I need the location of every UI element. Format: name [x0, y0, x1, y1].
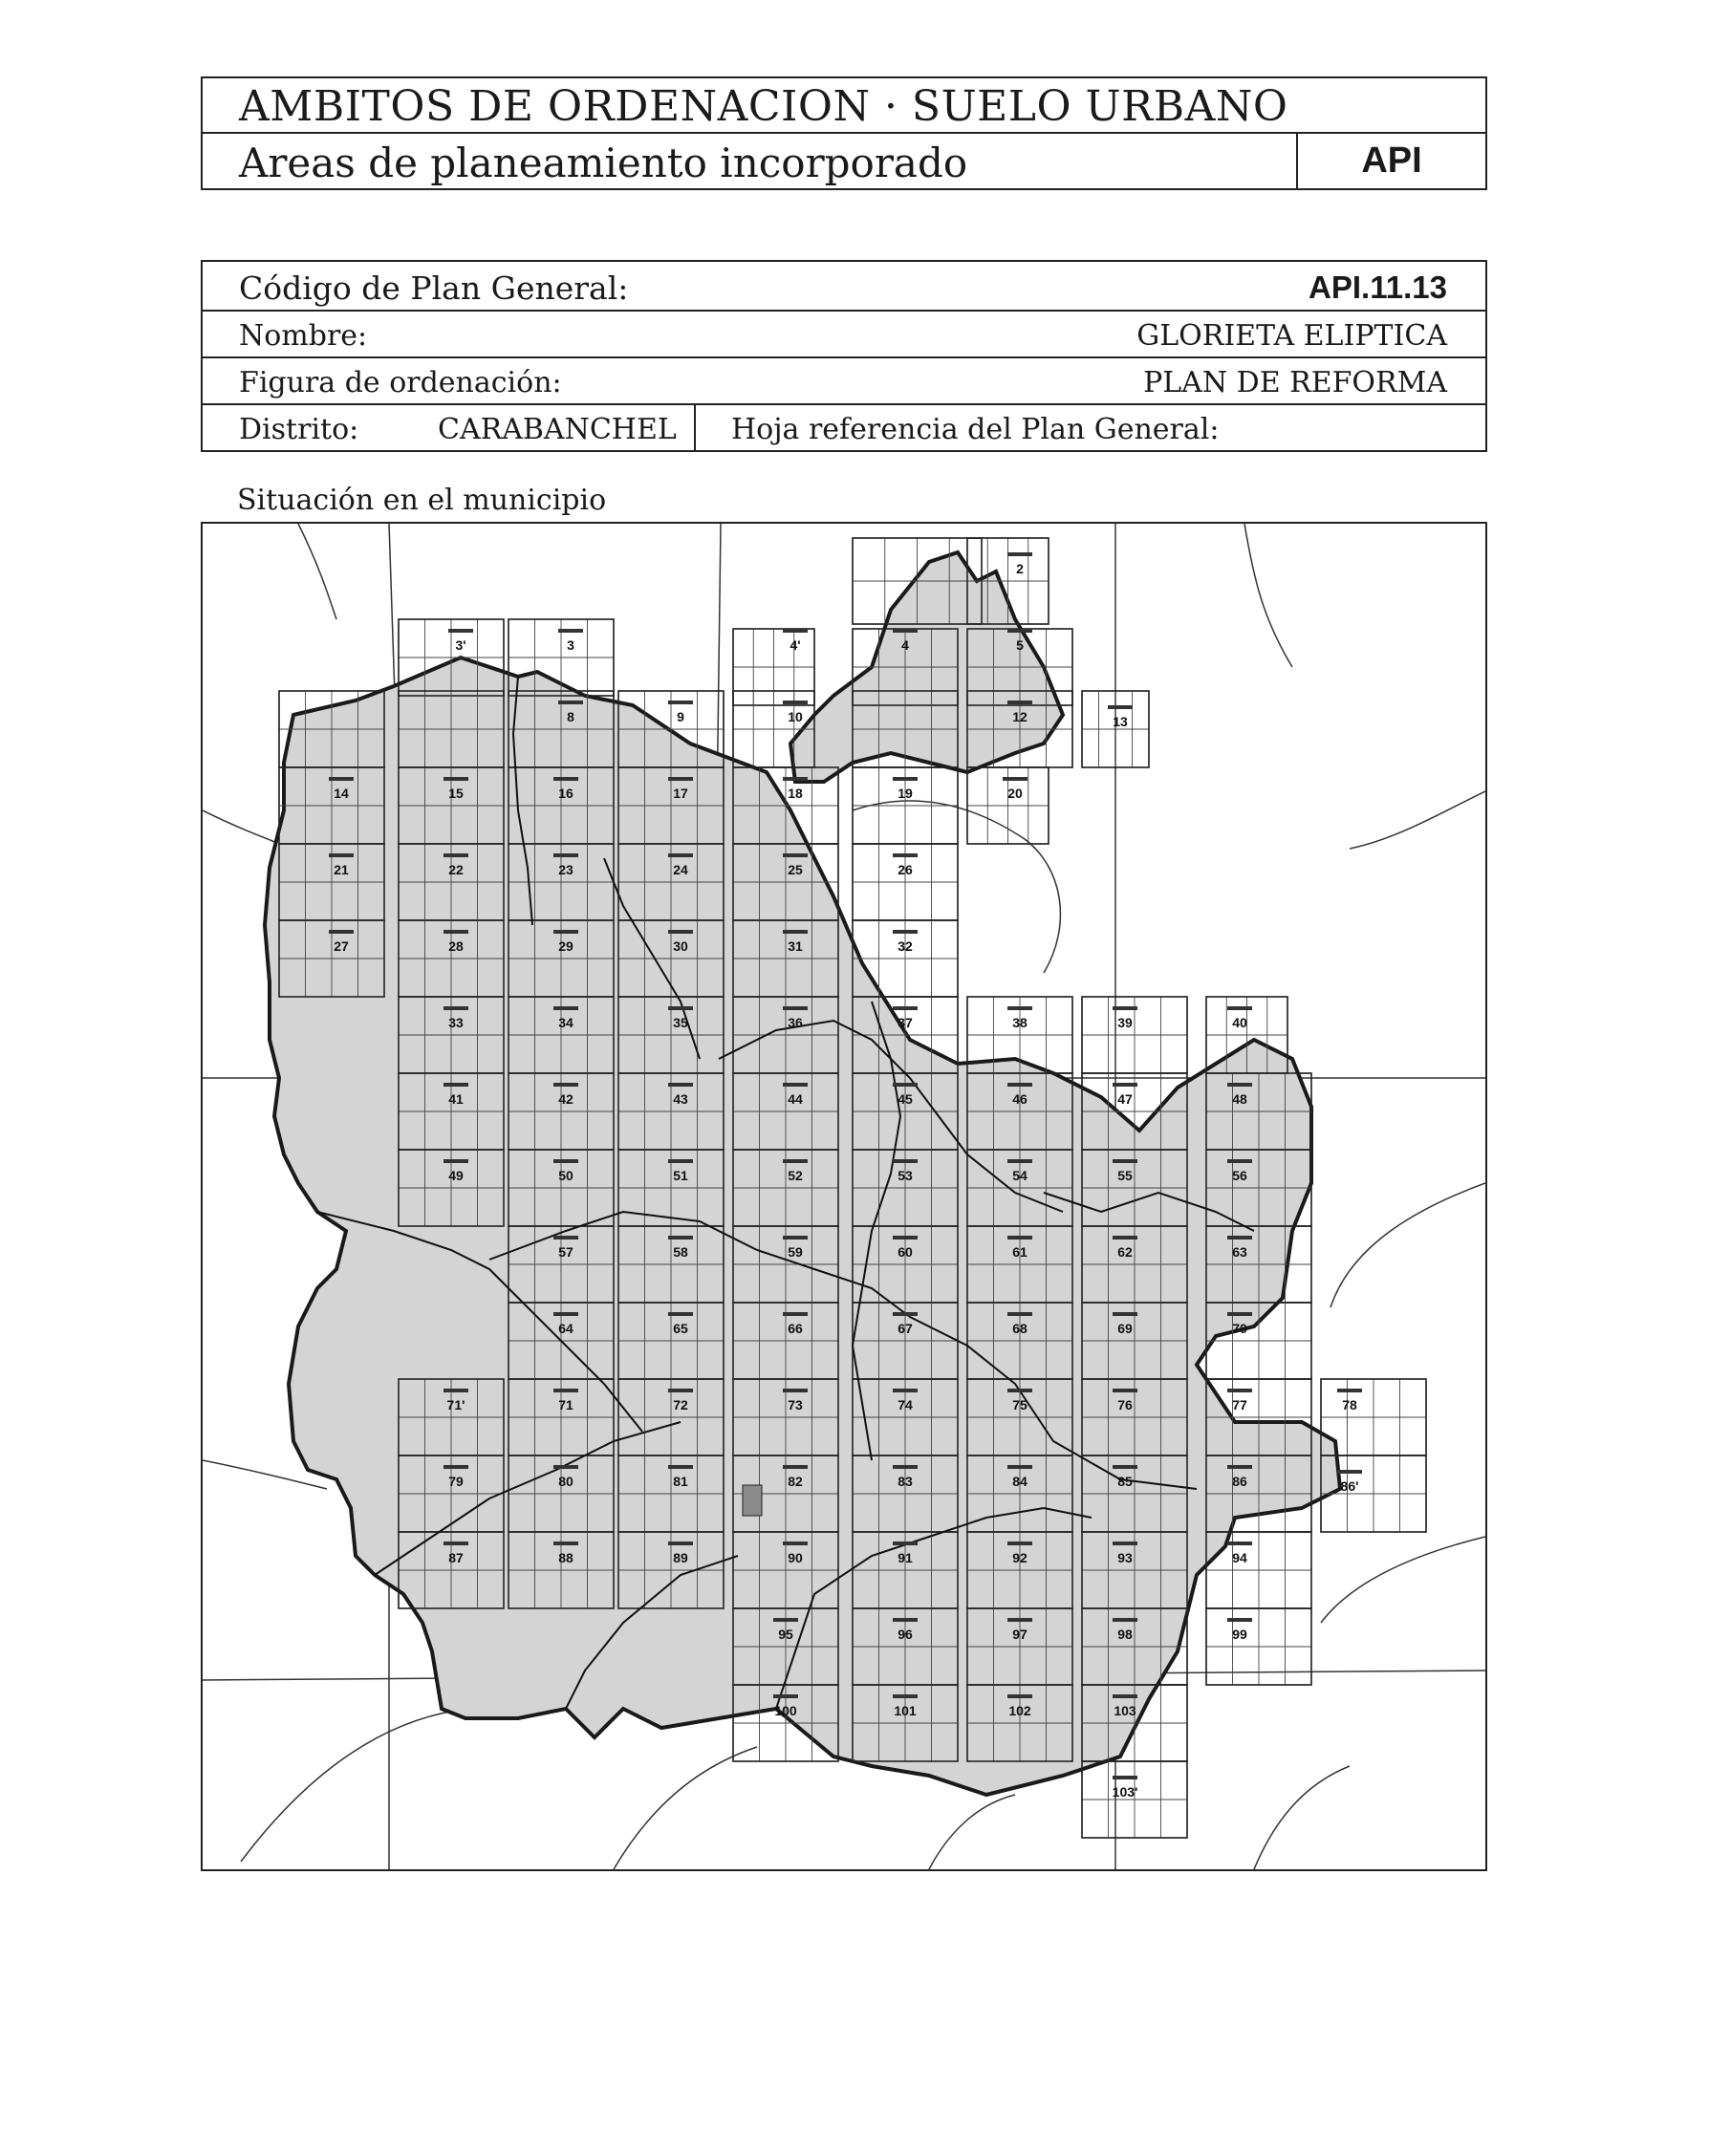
sheet-number-label: 68 [1012, 1321, 1028, 1336]
sheet-number-label: 94 [1232, 1550, 1247, 1565]
road-line [1254, 1766, 1350, 1869]
sheet-code-mark [893, 853, 918, 857]
sheet-code-mark [443, 1083, 468, 1087]
sheet-code-mark [443, 1159, 468, 1163]
sheet-number-label: 13 [1113, 714, 1128, 729]
header-code: API [1296, 134, 1485, 188]
sheet-code-mark [893, 1083, 918, 1087]
sheet-code-mark [893, 1465, 918, 1469]
sheet-code-mark [443, 930, 468, 934]
sheet-number-label: 103 [1114, 1703, 1136, 1718]
header-title: AMBITOS DE ORDENACION · SUELO URBANO [239, 82, 1288, 131]
sheet-number-label: 34 [558, 1015, 573, 1030]
sheet-number-label: 4 [901, 637, 909, 653]
sheet-code-mark [1007, 1236, 1032, 1240]
sheet-code-mark [1007, 1159, 1032, 1163]
sheet-code-mark [1227, 1236, 1252, 1240]
sheet-code-mark [783, 1006, 808, 1010]
sheet-code-mark [1227, 1389, 1252, 1392]
sheet-code-mark [553, 853, 578, 857]
sheet-number-label: 3 [567, 637, 574, 653]
sheet-code-mark [558, 701, 583, 704]
sheet-number-label: 5 [1016, 637, 1024, 653]
sheet-number-label: 71 [558, 1397, 573, 1412]
sheet-number-label: 26 [898, 862, 913, 877]
sheet-code-mark [553, 1465, 578, 1469]
sheet-code-mark [668, 1542, 693, 1545]
sheet-code-mark [558, 629, 583, 633]
sheet-number-label: 95 [778, 1627, 793, 1642]
sheet-code-mark [1007, 701, 1032, 704]
sheet-number-label: 32 [898, 938, 913, 954]
sheet-number-label: 33 [448, 1015, 464, 1030]
road-line [929, 1795, 1015, 1869]
sheet-number-label: 58 [673, 1244, 688, 1260]
sheet-code-mark [783, 1083, 808, 1087]
info-table [201, 260, 1487, 452]
sheet-number-label: 47 [1117, 1091, 1133, 1107]
sheet-number-label: 99 [1232, 1627, 1247, 1642]
sheet-number-label: 49 [448, 1168, 464, 1183]
sheet-code-mark [783, 777, 808, 781]
sheet-number-label: 65 [673, 1321, 688, 1336]
sheet-code-mark [1227, 1618, 1252, 1622]
sheet-number-label: 48 [1232, 1091, 1247, 1107]
sheet-code-mark [668, 1159, 693, 1163]
sheet-code-mark [783, 1236, 808, 1240]
header-subtitle-row [203, 134, 1485, 188]
sheet-number-label: 19 [898, 786, 913, 801]
sheet-code-mark [668, 853, 693, 857]
sheet-code-mark [443, 777, 468, 781]
sheet-number-label: 50 [558, 1168, 573, 1183]
sheet-number-label: 3' [455, 637, 466, 653]
sheet-number-label: 77 [1232, 1397, 1247, 1412]
nombre-value: GLORIETA ELIPTICA [1136, 319, 1447, 353]
sheet-number-label: 70 [1232, 1321, 1247, 1336]
sheet-number-label: 51 [673, 1168, 688, 1183]
sheet-code-mark [443, 1542, 468, 1545]
sheet-number-label: 56 [1232, 1168, 1247, 1183]
sheet-code-mark [783, 1542, 808, 1545]
road-line [1321, 1537, 1485, 1623]
sheet-number-label: 40 [1232, 1015, 1247, 1030]
sheet-code-mark [783, 701, 808, 704]
nombre-label: Nombre: [239, 319, 368, 353]
sheet-number-label: 21 [334, 862, 349, 877]
distrito-value: CARABANCHEL [438, 413, 677, 446]
sheet-code-mark [668, 1389, 693, 1392]
sheet-number-label: 45 [898, 1091, 913, 1107]
sheet-code-mark [1007, 1006, 1032, 1010]
sheet-code-mark [329, 777, 354, 781]
map-frame [201, 522, 1487, 1871]
sheet-code-mark [553, 1236, 578, 1240]
sheet-number-label: 60 [898, 1244, 913, 1260]
sheet-number-label: 103' [1112, 1784, 1138, 1800]
sheet-code-mark [553, 1542, 578, 1545]
sheet-code-mark [553, 1312, 578, 1316]
sheet-number-label: 22 [448, 862, 464, 877]
sheet-code-mark [783, 930, 808, 934]
header-subtitle: Areas de planeamiento incorporado [239, 140, 968, 186]
sheet-number-label: 8 [567, 709, 574, 724]
sheet-number-label: 76 [1117, 1397, 1133, 1412]
sheet-number-label: 72 [673, 1397, 688, 1412]
sheet-number-label: 41 [448, 1091, 464, 1107]
sheet-number-label: 87 [448, 1550, 464, 1565]
sheet-code-mark [1007, 629, 1032, 633]
sheet-number-label: 2 [1016, 561, 1024, 576]
sheet-number-label: 17 [673, 786, 688, 801]
sheet-code-mark [1113, 1006, 1137, 1010]
sheet-number-label: 80 [558, 1474, 573, 1489]
sheet-number-label: 20 [1007, 786, 1023, 801]
sheet-number-label: 82 [788, 1474, 803, 1489]
sheet-number-label: 102 [1008, 1703, 1031, 1718]
sheet-code-mark [668, 701, 693, 704]
sheet-number-label: 92 [1012, 1550, 1028, 1565]
road-line [614, 1747, 757, 1869]
sheet-code-mark [893, 1389, 918, 1392]
sheet-code-mark [893, 1618, 918, 1622]
header-box [201, 76, 1487, 190]
sheet-code-mark [893, 629, 918, 633]
sheet-code-mark [1113, 1083, 1137, 1087]
sheet-number-label: 97 [1012, 1627, 1028, 1642]
sheet-number-label: 91 [898, 1550, 913, 1565]
sheet-code-mark [668, 1083, 693, 1087]
sheet-code-mark [448, 629, 473, 633]
sheet-number-label: 69 [1117, 1321, 1133, 1336]
sheet-code-mark [1007, 552, 1032, 556]
sheet-code-mark [783, 1465, 808, 1469]
sheet-number-label: 31 [788, 938, 803, 954]
sheet-code-mark [553, 930, 578, 934]
sheet-number-label: 36 [788, 1015, 803, 1030]
sheet-code-mark [1007, 1542, 1032, 1545]
distrito-separator [694, 405, 696, 452]
sheet-number-label: 27 [334, 938, 349, 954]
sheet-number-label: 54 [1012, 1168, 1028, 1183]
sheet-number-label: 53 [898, 1168, 913, 1183]
sheet-number-label: 96 [898, 1627, 913, 1642]
sheet-number-label: 74 [898, 1397, 913, 1412]
road-line [1350, 791, 1485, 849]
sheet-code-mark [668, 930, 693, 934]
sheet-code-mark [1113, 1465, 1137, 1469]
sheet-code-mark [553, 1159, 578, 1163]
sheet-code-mark [1113, 1236, 1137, 1240]
sheet-number-label: 98 [1117, 1627, 1133, 1642]
sheet-code-mark [783, 1159, 808, 1163]
sheet-code-mark [893, 777, 918, 781]
sheet-number-label: 18 [788, 786, 803, 801]
sheet-code-mark [1227, 1542, 1252, 1545]
sheet-number-label: 75 [1012, 1397, 1028, 1412]
sheet-code-mark [668, 1006, 693, 1010]
sheet-number-label: 43 [673, 1091, 688, 1107]
sheet-number-label: 67 [898, 1321, 913, 1336]
sheet-code-mark [783, 853, 808, 857]
codigo-label: Código de Plan General: [239, 270, 629, 307]
sheet-code-mark [1227, 1312, 1252, 1316]
sheet-code-mark [443, 1465, 468, 1469]
info-row-nombre [203, 312, 1485, 358]
sheet-number-label: 24 [673, 862, 688, 877]
sheet-code-mark [773, 1694, 798, 1698]
sheet-code-mark [329, 930, 354, 934]
sheet-code-mark [668, 777, 693, 781]
sheet-number-label: 61 [1012, 1244, 1028, 1260]
sheet-code-mark [1113, 1542, 1137, 1545]
sheet-number-label: 57 [558, 1244, 573, 1260]
sheet-code-mark [1337, 1470, 1362, 1474]
sheet-number-label: 93 [1117, 1550, 1133, 1565]
sheet-code-mark [443, 853, 468, 857]
sheet-code-mark [1113, 1776, 1137, 1779]
sheet-code-mark [893, 1694, 918, 1698]
sheet-number-label: 62 [1117, 1244, 1133, 1260]
sheet-number-label: 86' [1340, 1478, 1359, 1494]
sheet-code-mark [893, 1312, 918, 1316]
sheet-code-mark [1007, 1083, 1032, 1087]
sheet-code-mark [893, 1159, 918, 1163]
sheet-code-mark [443, 1006, 468, 1010]
sheet-code-mark [783, 1312, 808, 1316]
sheet-code-mark [1227, 1159, 1252, 1163]
sheet-number-label: 86 [1232, 1474, 1247, 1489]
hoja-label: Hoja referencia del Plan General: [731, 413, 1220, 446]
sheet-number-label: 14 [334, 786, 349, 801]
sheet-code-mark [1113, 1694, 1137, 1698]
sheet-code-mark [783, 1389, 808, 1392]
sheet-number-label: 101 [894, 1703, 917, 1718]
sheet-number-label: 88 [558, 1550, 573, 1565]
sheet-code-mark [553, 1083, 578, 1087]
sheet-number-label: 39 [1117, 1015, 1133, 1030]
sheet-number-label: 100 [774, 1703, 797, 1718]
road-line [241, 1709, 470, 1862]
sheet-number-label: 90 [788, 1550, 803, 1565]
sheet-number-label: 79 [448, 1474, 464, 1489]
sheet-code-mark [1113, 1159, 1137, 1163]
sheet-code-mark [1003, 777, 1028, 781]
sheet-code-mark [1007, 1389, 1032, 1392]
sheet-number-label: 46 [1012, 1091, 1028, 1107]
sheet-number-label: 30 [673, 938, 688, 954]
info-row-distrito [203, 405, 1485, 452]
sheet-number-label: 12 [1012, 709, 1028, 724]
sheet-number-label: 9 [677, 709, 684, 724]
sheet-number-label: 10 [788, 709, 803, 724]
municipal-sheet-map [203, 524, 1485, 1869]
sheet-number-label: 28 [448, 938, 464, 954]
sheet-code-mark [893, 1542, 918, 1545]
highlighted-sheet-82 [743, 1485, 762, 1516]
sheet-code-mark [1113, 1618, 1137, 1622]
road-line [1244, 524, 1292, 667]
sheet-number-label: 23 [558, 862, 573, 877]
sheet-code-mark [1007, 1618, 1032, 1622]
sheet-code-mark [553, 777, 578, 781]
sheet-number-label: 66 [788, 1321, 803, 1336]
info-row-figura [203, 358, 1485, 405]
sheet-code-mark [1007, 1694, 1032, 1698]
sheet-number-label: 71' [446, 1397, 465, 1412]
sheet-code-mark [1007, 1465, 1032, 1469]
map-caption: Situación en el municipio [237, 484, 607, 517]
info-row-codigo [203, 262, 1485, 312]
sheet-number-label: 89 [673, 1550, 688, 1565]
figura-label: Figura de ordenación: [239, 366, 562, 399]
codigo-value: API.11.13 [1309, 270, 1447, 305]
sheet-number-label: 63 [1232, 1244, 1247, 1260]
sheet-number-label: 78 [1342, 1397, 1357, 1412]
sheet-code-mark [783, 629, 808, 633]
sheet-code-mark [1227, 1083, 1252, 1087]
road-line [853, 801, 1060, 973]
sheet-code-mark [443, 1389, 468, 1392]
sheet-code-mark [1113, 1312, 1137, 1316]
sheet-code-mark [668, 1465, 693, 1469]
sheet-number-label: 55 [1117, 1168, 1133, 1183]
distrito-label: Distrito: [239, 413, 359, 446]
sheet-number-label: 52 [788, 1168, 803, 1183]
sheet-code-mark [1113, 1389, 1137, 1392]
sheet-number-label: 59 [788, 1244, 803, 1260]
sheet-number-label: 84 [1012, 1474, 1028, 1489]
sheet-number-label: 4' [790, 637, 801, 653]
sheet-code-mark [893, 1006, 918, 1010]
sheet-code-mark [553, 1389, 578, 1392]
sheet-code-mark [893, 930, 918, 934]
sheet-number-label: 15 [448, 786, 464, 801]
sheet-number-label: 44 [788, 1091, 803, 1107]
header-title-row [203, 78, 1485, 134]
sheet-code-mark [1227, 1465, 1252, 1469]
sheet-code-mark [1227, 1006, 1252, 1010]
sheet-number-label: 29 [558, 938, 573, 954]
sheet-number-label: 81 [673, 1474, 688, 1489]
sheet-number-label: 83 [898, 1474, 913, 1489]
road-line [1330, 1183, 1485, 1307]
sheet-number-label: 38 [1012, 1015, 1028, 1030]
sheet-code-mark [668, 1236, 693, 1240]
sheet-number-label: 37 [898, 1015, 913, 1030]
sheet-number-label: 85 [1117, 1474, 1133, 1489]
figura-value: PLAN DE REFORMA [1143, 366, 1447, 399]
sheet-number-label: 42 [558, 1091, 573, 1107]
sheet-number-label: 25 [788, 862, 803, 877]
sheet-code-mark [329, 853, 354, 857]
sheet-number-label: 73 [788, 1397, 803, 1412]
road-line [298, 524, 336, 619]
sheet-number-label: 35 [673, 1015, 688, 1030]
sheet-code-mark [1108, 705, 1133, 709]
sheet-number-label: 16 [558, 786, 573, 801]
sheet-code-mark [773, 1618, 798, 1622]
sheet-code-mark [553, 1006, 578, 1010]
sheet-code-mark [893, 1236, 918, 1240]
sheet-number-label: 64 [558, 1321, 573, 1336]
sheet-code-mark [1007, 1312, 1032, 1316]
sheet-code-mark [1337, 1389, 1362, 1392]
sheet-code-mark [668, 1312, 693, 1316]
